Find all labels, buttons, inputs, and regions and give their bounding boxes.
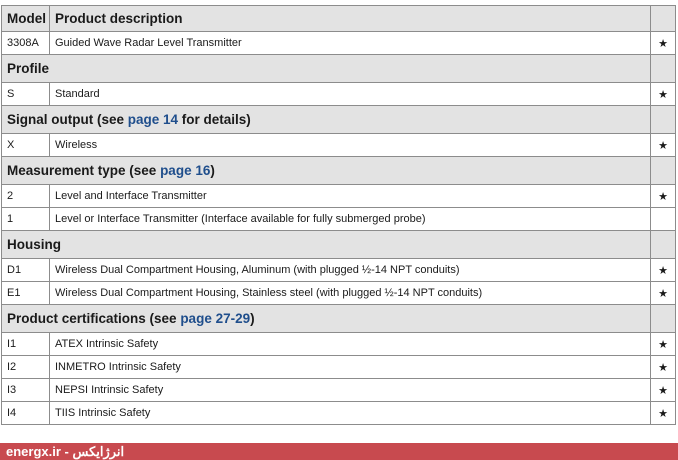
section-title-suffix: for details) xyxy=(178,112,251,127)
row-description: Wireless xyxy=(50,134,651,157)
standard-star-icon: ★ xyxy=(651,282,676,305)
table-row xyxy=(2,32,676,55)
section-title-prefix: Signal output (see xyxy=(7,112,128,127)
section-empty-cell xyxy=(651,305,676,333)
section-header-housing xyxy=(2,231,676,259)
standard-star-icon: ★ xyxy=(651,402,676,425)
section-title-prefix: Product certifications (see xyxy=(7,311,181,326)
section-title-suffix: ) xyxy=(210,163,215,178)
section-header-profile xyxy=(2,55,676,83)
standard-star-icon: ★ xyxy=(651,185,676,208)
row-code: I1 xyxy=(2,333,50,356)
table-row xyxy=(2,185,676,208)
header-empty-cell xyxy=(651,6,676,32)
table-row xyxy=(2,83,676,106)
section-header-product-certifications xyxy=(2,305,676,333)
row-code: 3308A xyxy=(2,32,50,55)
row-description: INMETRO Intrinsic Safety xyxy=(50,356,651,379)
table-row xyxy=(2,208,676,231)
section-title: Profile xyxy=(2,55,651,83)
section-header-signal-output xyxy=(2,106,676,134)
table-header-row xyxy=(2,6,676,32)
row-code: 1 xyxy=(2,208,50,231)
standard-star-icon: ★ xyxy=(651,333,676,356)
row-code: D1 xyxy=(2,259,50,282)
standard-star-icon: ★ xyxy=(651,379,676,402)
section-empty-cell xyxy=(651,231,676,259)
row-code: I4 xyxy=(2,402,50,425)
section-title: Housing xyxy=(2,231,651,259)
section-empty-cell xyxy=(651,157,676,185)
table-row xyxy=(2,379,676,402)
section-title xyxy=(2,157,651,185)
standard-star-icon: ★ xyxy=(651,83,676,106)
row-code: 2 xyxy=(2,185,50,208)
table-row xyxy=(2,282,676,305)
row-description: Wireless Dual Compartment Housing, Aluminum (with plugged ½-14 NPT conduits) xyxy=(50,259,651,282)
row-code: E1 xyxy=(2,282,50,305)
row-description: Standard xyxy=(50,83,651,106)
section-title xyxy=(2,305,651,333)
section-empty-cell xyxy=(651,106,676,134)
table-row xyxy=(2,134,676,157)
row-description: Guided Wave Radar Level Transmitter xyxy=(50,32,651,55)
table-row xyxy=(2,402,676,425)
star-cell-empty xyxy=(651,208,676,231)
page-link[interactable]: page 14 xyxy=(127,112,179,127)
table-row xyxy=(2,356,676,379)
section-title-suffix: ) xyxy=(250,311,255,326)
ordering-table xyxy=(1,5,676,425)
row-description: Level and Interface Transmitter xyxy=(50,185,651,208)
page-link[interactable]: page 27-29 xyxy=(180,311,251,326)
row-code: S xyxy=(2,83,50,106)
section-title xyxy=(2,106,651,134)
section-header-measurement-type xyxy=(2,157,676,185)
description-header: Product description xyxy=(50,6,651,32)
standard-star-icon: ★ xyxy=(651,134,676,157)
table-row xyxy=(2,333,676,356)
row-description: Wireless Dual Compartment Housing, Stainless steel (with plugged ½-14 NPT conduits) xyxy=(50,282,651,305)
standard-star-icon: ★ xyxy=(651,259,676,282)
row-code: X xyxy=(2,134,50,157)
section-title-prefix: Measurement type (see xyxy=(7,163,161,178)
table-row xyxy=(2,259,676,282)
standard-star-icon: ★ xyxy=(651,32,676,55)
model-header: Model xyxy=(2,6,50,32)
row-code: I2 xyxy=(2,356,50,379)
row-description: TIIS Intrinsic Safety xyxy=(50,402,651,425)
watermark-banner: energx.ir - انرژایکس xyxy=(0,443,678,460)
row-description: NEPSI Intrinsic Safety xyxy=(50,379,651,402)
section-empty-cell xyxy=(651,55,676,83)
page-link[interactable]: page 16 xyxy=(160,163,211,178)
row-description: ATEX Intrinsic Safety xyxy=(50,333,651,356)
standard-star-icon: ★ xyxy=(651,356,676,379)
row-description: Level or Interface Transmitter (Interface available for fully submerged probe) xyxy=(50,208,651,231)
row-code: I3 xyxy=(2,379,50,402)
